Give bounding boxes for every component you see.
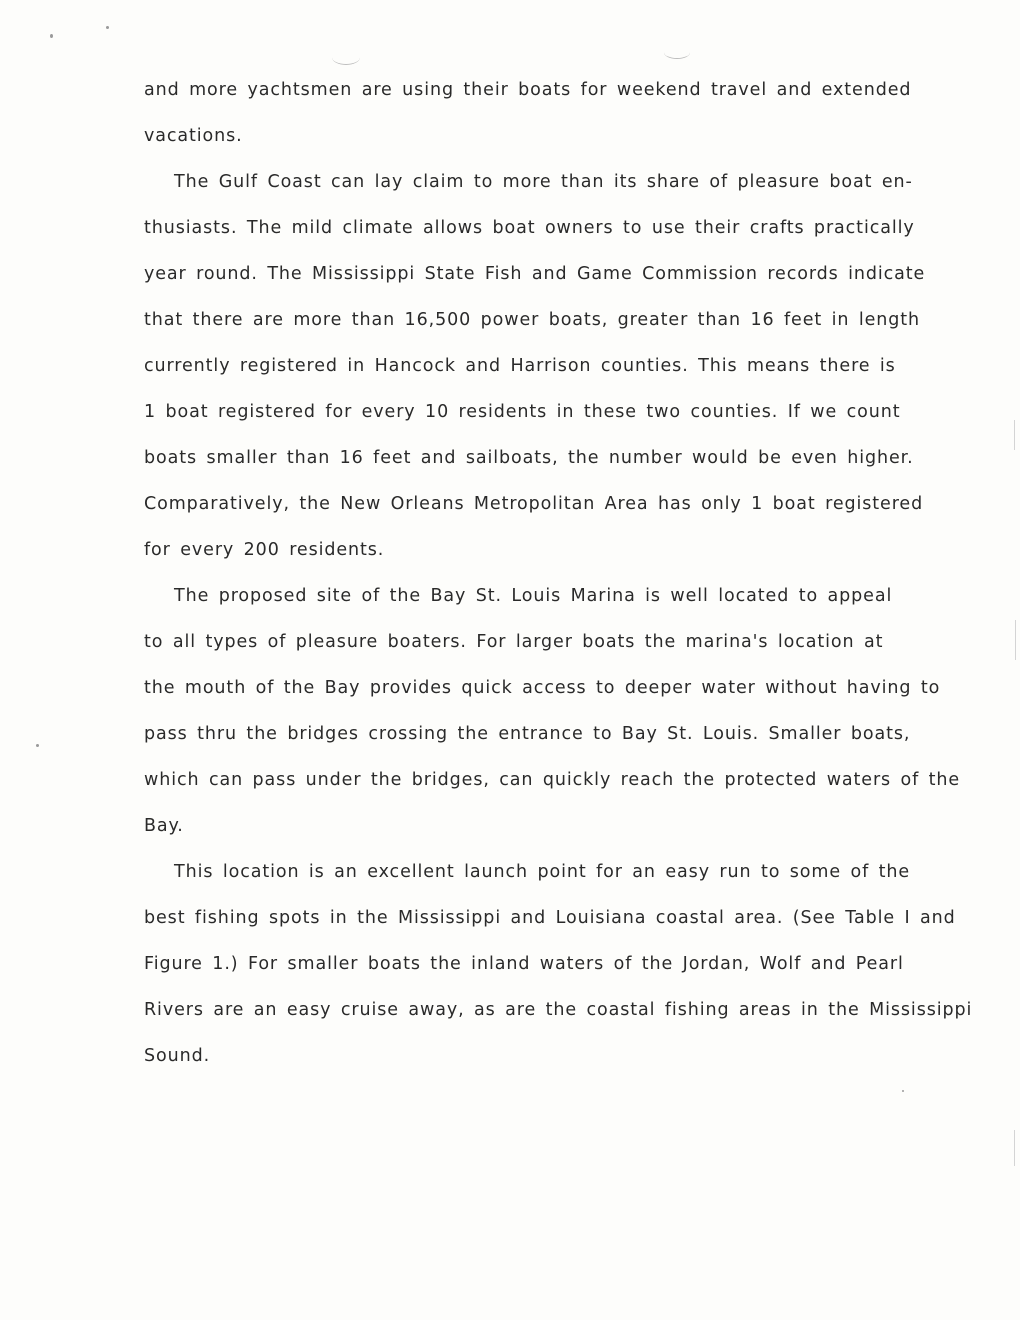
scan-speck — [50, 34, 53, 38]
text-line: This location is an excellent launch point for an easy run to some of the — [174, 862, 911, 882]
scan-speck — [902, 1090, 904, 1092]
scan-edge-mark — [1015, 620, 1016, 660]
text-line: Figure 1.) For smaller boats the inland waters of the Jordan, Wolf and Pearl — [144, 954, 904, 974]
text-line: and more yachtsmen are using their boats for weekend travel and extended — [144, 80, 912, 100]
scan-speck — [106, 26, 109, 29]
text-line: thusiasts. The mild climate allows boat owners to use their crafts practically — [144, 218, 915, 238]
body-text — [144, 72, 984, 1084]
text-line: year round. The Mississippi State Fish and Game Commission records indicate — [144, 264, 926, 284]
text-line: Comparatively, the New Orleans Metropolitan Area has only 1 boat registered — [144, 494, 924, 514]
text-line: pass thru the bridges crossing the entrance to Bay St. Louis. Smaller boats, — [144, 724, 911, 744]
text-line: to all types of pleasure boaters. For larger boats the marina's location at — [144, 632, 884, 652]
scan-speck — [36, 744, 39, 747]
text-line: currently registered in Hancock and Harrison counties. This means there is — [144, 356, 896, 376]
text-line: which can pass under the bridges, can quickly reach the protected waters of the — [144, 770, 961, 790]
text-line: that there are more than 16,500 power boats, greater than 16 feet in length — [144, 310, 921, 330]
text-line: Bay. — [144, 816, 184, 836]
text-line: The Gulf Coast can lay claim to more than its share of pleasure boat en- — [174, 172, 913, 192]
text-line: the mouth of the Bay provides quick access to deeper water without having to — [144, 678, 941, 698]
text-line: The proposed site of the Bay St. Louis Marina is well located to appeal — [174, 586, 893, 606]
text-line: for every 200 residents. — [144, 540, 385, 560]
text-line: 1 boat registered for every 10 residents in these two counties. If we count — [144, 402, 901, 422]
text-line: boats smaller than 16 feet and sailboats, the number would be even higher. — [144, 448, 914, 468]
scan-edge-mark — [1014, 1130, 1015, 1166]
scan-edge-mark — [1014, 420, 1015, 450]
punch-hole-mark-left — [332, 50, 360, 65]
text-line: Sound. — [144, 1046, 211, 1066]
text-line: vacations. — [144, 126, 243, 146]
text-line: Rivers are an easy cruise away, as are the coastal fishing areas in the Mississippi — [144, 1000, 973, 1020]
punch-hole-mark-right — [664, 46, 690, 59]
text-line: best fishing spots in the Mississippi and Louisiana coastal area. (See Table I and — [144, 908, 956, 928]
